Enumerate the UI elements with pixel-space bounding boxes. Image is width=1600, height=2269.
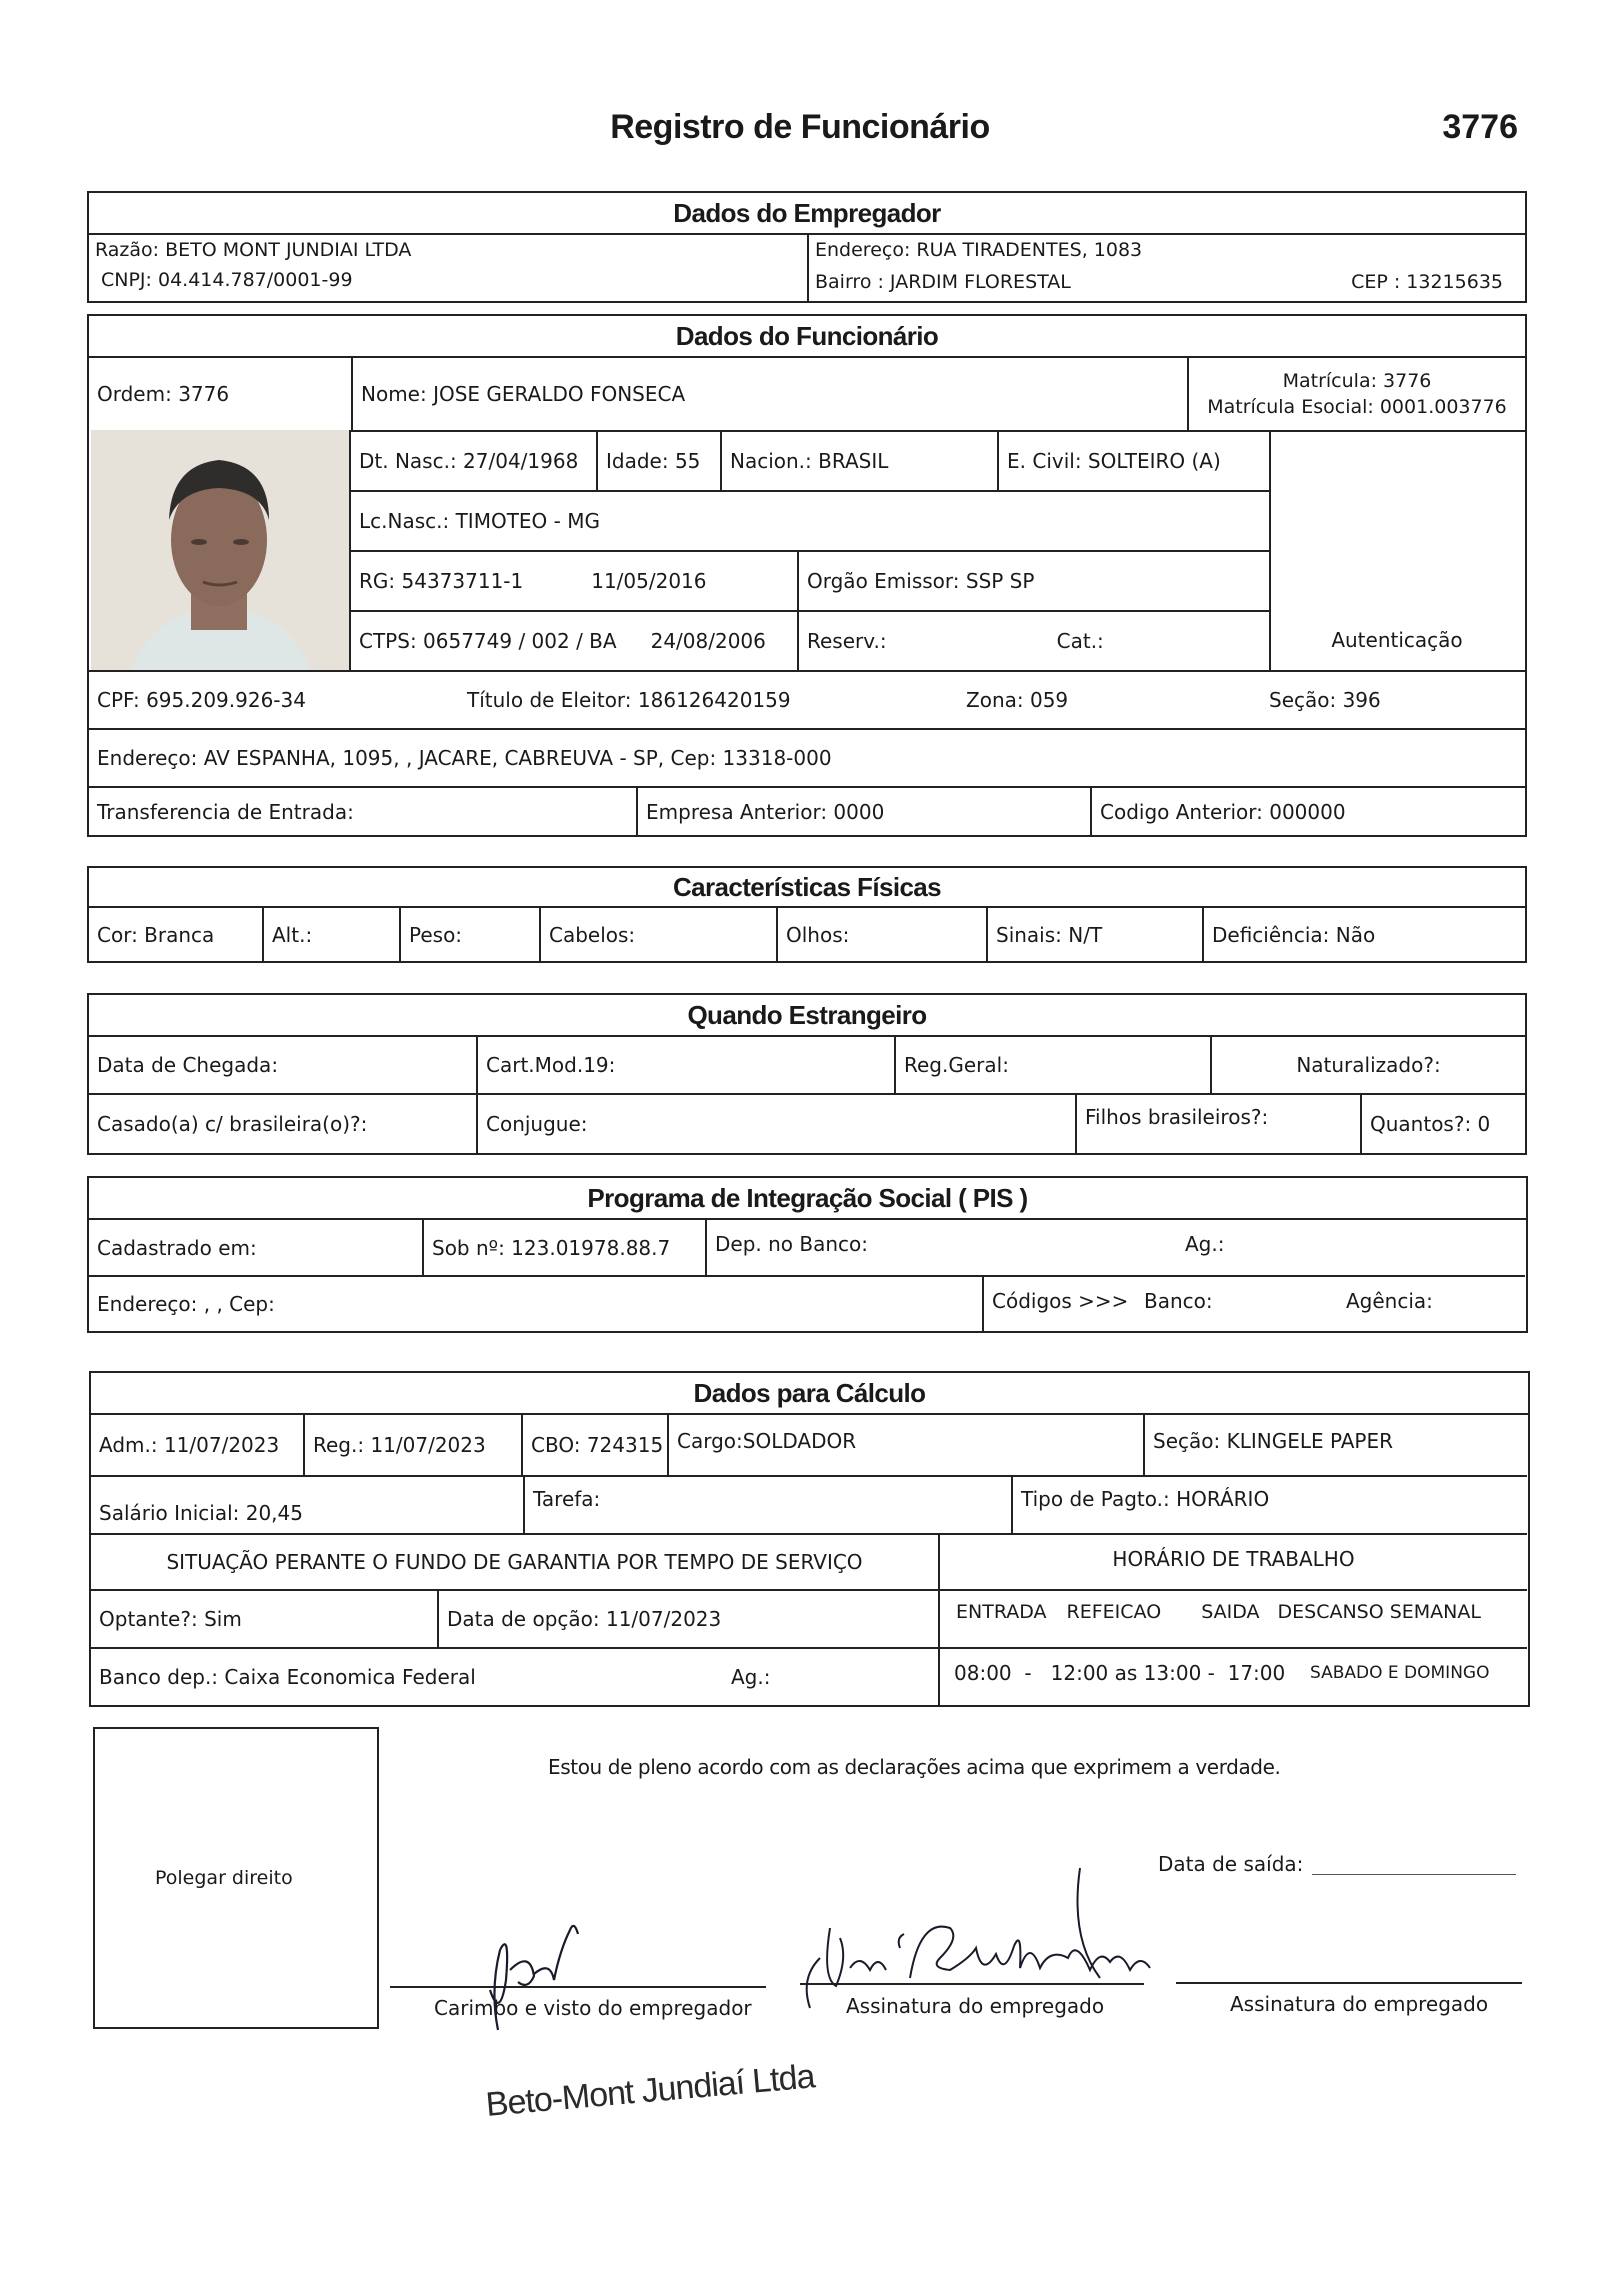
pis-agencia: Agência: (1346, 1289, 1433, 1313)
employee-rg: RG: 54373711-1 (359, 569, 524, 593)
foreigner-section (87, 993, 1527, 1155)
calc-tipo-pagto: Tipo de Pagto.: HORÁRIO (1011, 1475, 1527, 1533)
employee-ctps: CTPS: 0657749 / 002 / BA (359, 629, 617, 653)
employer-section (87, 191, 1527, 303)
person-photo-icon (91, 430, 349, 670)
employee-reserv: Reserv.: (807, 629, 887, 653)
physical-section-title: Características Físicas (89, 868, 1525, 908)
pis-sob-no: Sob nº: 123.01978.88.7 (422, 1220, 705, 1275)
employee-empresa-anterior: Empresa Anterior: 0000 (636, 786, 1090, 836)
pis-banco: Banco: (1144, 1289, 1213, 1313)
calc-section (89, 1371, 1530, 1707)
employee-autenticacao: Autenticação (1331, 628, 1463, 652)
employee-estado-civil: E. Civil: SOLTEIRO (A) (997, 430, 1269, 490)
calc-salario: Salário Inicial: 20,45 (91, 1475, 523, 1533)
foreigner-data-chegada: Data de Chegada: (97, 1053, 279, 1077)
employer-razao: Razão: BETO MONT JUNDIAI LTDA (95, 239, 412, 261)
schedule-header-descanso: DESCANSO SEMANAL (1277, 1601, 1481, 1623)
thumbprint-label: Polegar direito (155, 1867, 293, 1889)
employer-signature (470, 1890, 610, 2040)
employee-signature-label-1: Assinatura do empregado (846, 1994, 1105, 2018)
calc-schedule-values: 08:00 - 12:00 as 13:00 - 17:00 (954, 1661, 1286, 1685)
calc-tarefa: Tarefa: (523, 1475, 1011, 1533)
calc-fgts-title: SITUAÇÃO PERANTE O FUNDO DE GARANTIA POR TEMPO DE SERVIÇO (91, 1533, 938, 1589)
employer-endereco: Endereço: RUA TIRADENTES, 1083 (815, 239, 1143, 261)
calc-data-opcao: Data de opção: 11/07/2023 (437, 1589, 938, 1647)
pis-ag: Ag.: (1185, 1232, 1225, 1256)
calc-horario-title: HORÁRIO DE TRABALHO (938, 1533, 1527, 1589)
company-stamp: Beto-Mont Jundiaí Ltda (484, 2057, 816, 2124)
calc-banco-dep: Banco dep.: Caixa Economica Federal (99, 1665, 476, 1689)
data-saida-label: Data de saída: (1158, 1852, 1304, 1876)
employee-local-nasc: Lc.Nasc.: TIMOTEO - MG (351, 490, 1269, 550)
employee-codigo-anterior: Codigo Anterior: 000000 (1090, 786, 1525, 836)
page-title: Registro de Funcionário (610, 108, 990, 146)
physical-alt: Alt.: (262, 908, 399, 961)
pis-codigos: Códigos >>> (992, 1289, 1129, 1313)
employee-cpf: CPF: 695.209.926-34 (97, 688, 306, 712)
foreigner-filhos: Filhos brasileiros?: (1075, 1093, 1360, 1153)
calc-descanso: SABADO E DOMINGO (1310, 1663, 1490, 1683)
foreigner-naturalizado: Naturalizado?: (1210, 1037, 1525, 1093)
thumbprint-box (93, 1727, 379, 2029)
pis-section-title: Programa de Integração Social ( PIS ) (89, 1178, 1526, 1220)
physical-peso: Peso: (399, 908, 539, 961)
employee-orgao-emissor: Orgão Emissor: SSP SP (797, 550, 1269, 610)
employee-titulo-eleitor: Título de Eleitor: 186126420159 (467, 688, 791, 712)
calc-section-title: Dados para Cálculo (91, 1373, 1528, 1415)
pis-section (87, 1176, 1528, 1333)
schedule-header-refeicao: REFEICAO (1066, 1601, 1162, 1623)
employee-photo (91, 430, 349, 670)
employee-rg-data: 11/05/2016 (591, 569, 707, 593)
foreigner-quantos: Quantos?: 0 (1360, 1093, 1525, 1153)
employee-signature-line-2[interactable] (1176, 1982, 1522, 1984)
calc-cbo: CBO: 724315 (521, 1415, 667, 1475)
foreigner-cart-mod: Cart.Mod.19: (476, 1037, 894, 1093)
pis-dep-banco: Dep. no Banco: (715, 1232, 869, 1256)
schedule-header-saida: SAIDA (1201, 1601, 1260, 1623)
physical-cabelos: Cabelos: (539, 908, 776, 961)
employee-signature (800, 1858, 1220, 2028)
calc-cargo: Cargo:SOLDADOR (667, 1415, 1143, 1475)
employee-ctps-data: 24/08/2006 (650, 629, 766, 653)
pis-endereco: Endereço: , , Cep: (89, 1275, 982, 1331)
calc-adm: Adm.: 11/07/2023 (99, 1433, 280, 1457)
physical-olhos: Olhos: (776, 908, 986, 961)
physical-sinais: Sinais: N/T (986, 908, 1202, 961)
employee-matricula-esocial: Matrícula Esocial: 0001.003776 (1207, 396, 1507, 418)
physical-section (87, 866, 1527, 963)
declaration-text: Estou de pleno acordo com as declarações acima que exprimem a verdade. (548, 1755, 1281, 1779)
document-number: 3776 (1442, 108, 1518, 146)
employee-transferencia: Transferencia de Entrada: (89, 786, 636, 836)
employee-matricula: Matrícula: 3776 (1282, 370, 1432, 392)
foreigner-conjugue: Conjugue: (476, 1093, 1075, 1153)
calc-banco-ag: Ag.: (731, 1665, 771, 1689)
employer-bairro: Bairro : JARDIM FLORESTAL (815, 271, 1071, 293)
employee-dt-nasc: Dt. Nasc.: 27/04/1968 (351, 430, 596, 490)
employer-section-title: Dados do Empregador (89, 193, 1525, 235)
employee-nome: Nome: JOSE GERALDO FONSECA (351, 358, 1187, 430)
calc-secao: Seção: KLINGELE PAPER (1143, 1415, 1527, 1475)
employee-section-title: Dados do Funcionário (89, 316, 1525, 358)
employer-cnpj: CNPJ: 04.414.787/0001-99 (101, 269, 353, 291)
employee-nacion: Nacion.: BRASIL (720, 430, 997, 490)
foreigner-section-title: Quando Estrangeiro (89, 995, 1525, 1037)
calc-optante: Optante?: Sim (91, 1589, 437, 1647)
employee-idade: Idade: 55 (596, 430, 720, 490)
data-saida-line (1312, 1874, 1516, 1875)
employer-cep: CEP : 13215635 (1351, 271, 1503, 293)
employee-secao: Seção: 396 (1269, 688, 1381, 712)
physical-deficiencia: Deficiência: Não (1202, 908, 1525, 961)
employee-ordem: Ordem: 3776 (97, 382, 230, 406)
employee-cat: Cat.: (1056, 629, 1104, 653)
foreigner-casado: Casado(a) c/ brasileira(o)?: (89, 1093, 476, 1153)
schedule-header-entrada: ENTRADA (956, 1601, 1047, 1623)
foreigner-reg-geral: Reg.Geral: (894, 1037, 1210, 1093)
calc-reg: Reg.: 11/07/2023 (303, 1415, 521, 1475)
employer-signature-label: Carimbo e visto do empregador (434, 1996, 752, 2020)
physical-cor: Cor: Branca (97, 922, 215, 947)
employee-signature-label-2: Assinatura do empregado (1230, 1992, 1489, 2016)
employee-zona: Zona: 059 (966, 688, 1069, 712)
pis-cadastrado: Cadastrado em: (97, 1235, 257, 1260)
calc-schedule-headers (938, 1589, 1527, 1647)
employee-endereco: Endereço: AV ESPANHA, 1095, , JACARE, CABREUVA - SP, Cep: 13318-000 (89, 728, 1525, 786)
employee-section (87, 314, 1527, 837)
